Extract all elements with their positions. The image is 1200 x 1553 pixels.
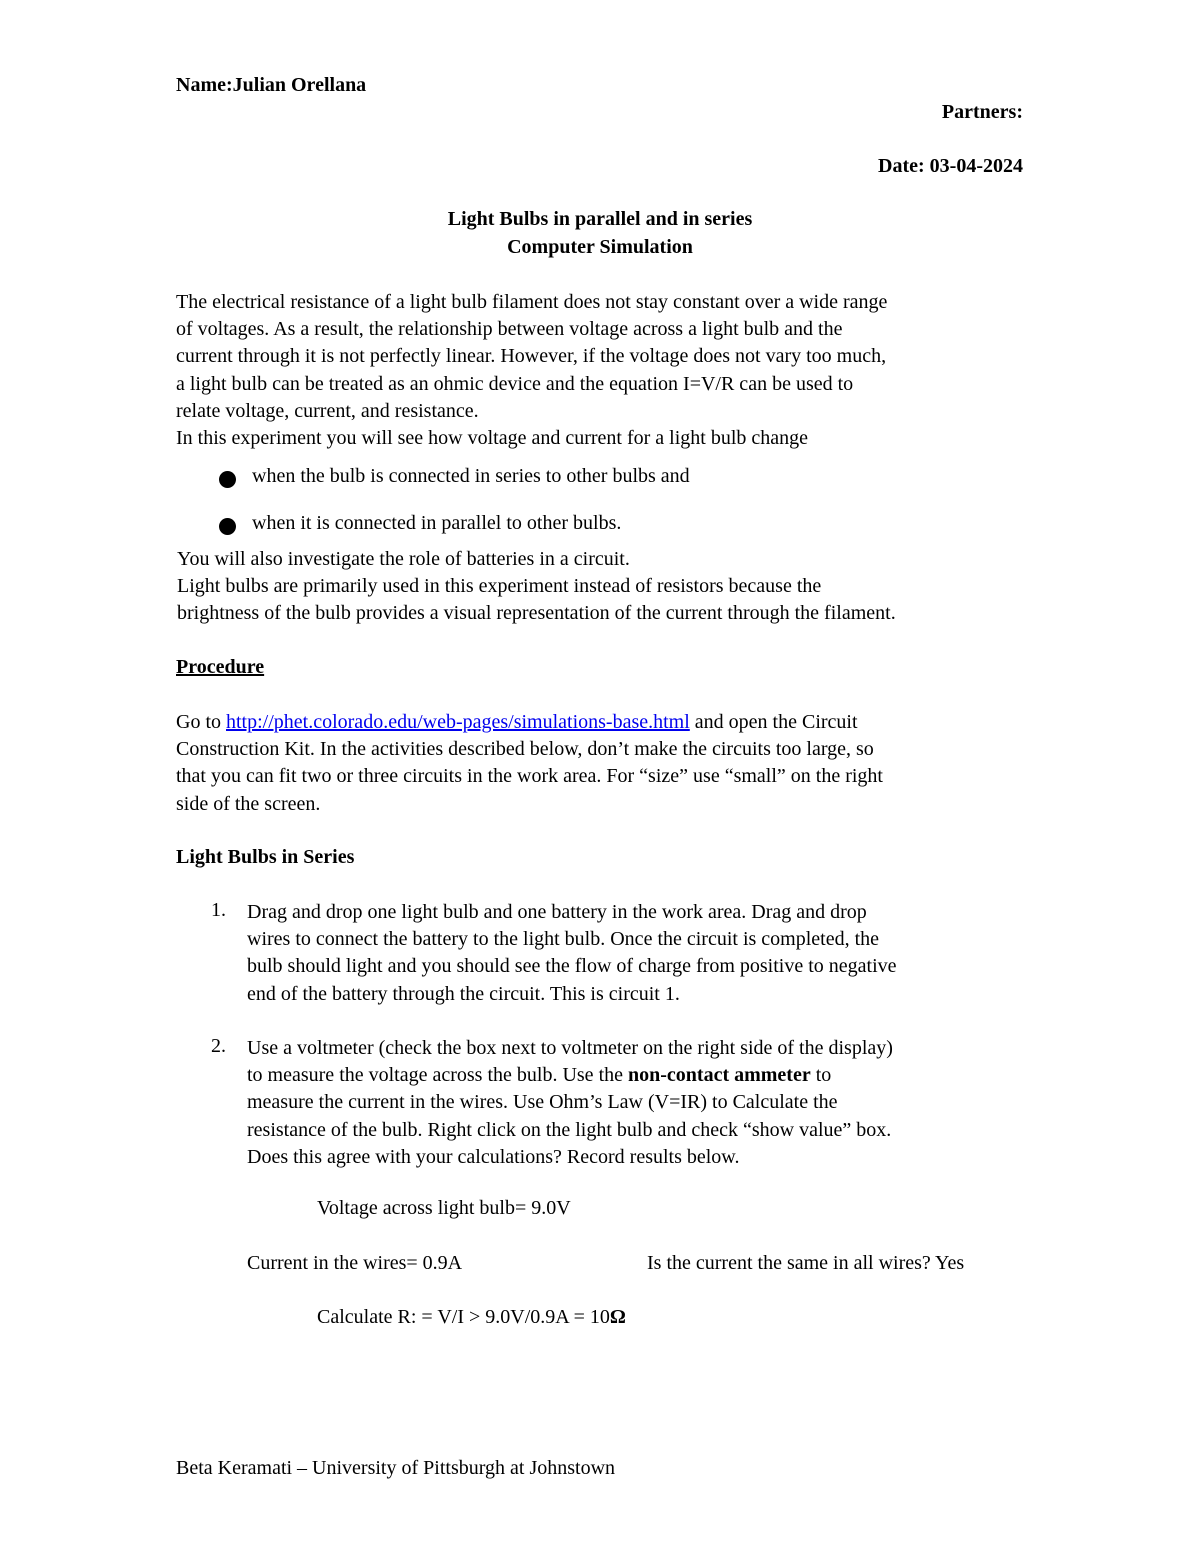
intro-line: relate voltage, current, and resistance. bbox=[176, 399, 479, 422]
procedure-line: Construction Kit. In the activities described below, don’t make the circuits too large, so bbox=[176, 738, 874, 761]
after-link-text: and open the Circuit bbox=[689, 711, 858, 733]
intro-line: of voltages. As a result, the relationship between voltage across a light bulb and the bbox=[176, 318, 843, 341]
phet-link[interactable]: http://phet.colorado.edu/web-pages/simulations-base.html bbox=[226, 711, 690, 733]
list-line: Use a voltmeter (check the box next to voltmeter on the right side of the display) bbox=[247, 1037, 893, 1059]
list-item-2 bbox=[247, 1035, 1047, 1171]
list-line: wires to connect the battery to the light bulb. Once the circuit is completed, the bbox=[247, 928, 880, 951]
bullet-item: when the bulb is connected in series to other bulbs and bbox=[252, 465, 690, 487]
list-line: Does this agree with your calculations? Record results below. bbox=[247, 1145, 740, 1168]
calc-text: Calculate R: = V/I > 9.0V/0.9A = 10 bbox=[317, 1306, 610, 1328]
intro-line: The electrical resistance of a light bulb filament does not stay constant over a wide range bbox=[176, 291, 888, 313]
series-heading: Light Bulbs in Series bbox=[176, 846, 355, 868]
document-title: Light Bulbs in parallel and in series bbox=[447, 208, 753, 230]
intro-paragraph bbox=[176, 289, 1036, 452]
bullet-item: when it is connected in parallel to other bulbs. bbox=[252, 512, 622, 534]
paragraph-line: You will also investigate the role of batteries in a circuit. bbox=[177, 548, 630, 570]
paragraph-line: Light bulbs are primarily used in this experiment instead of resistors because the bbox=[177, 575, 822, 598]
procedure-line: side of the screen. bbox=[176, 792, 321, 815]
list-line: Drag and drop one light bulb and one battery in the work area. Drag and drop bbox=[247, 901, 867, 923]
paragraph-line: brightness of the bulb provides a visual representation of the current through the filament. bbox=[177, 602, 896, 625]
intro-line: In this experiment you will see how voltage and current for a light bulb change bbox=[176, 427, 809, 450]
list-number: 1. bbox=[211, 899, 226, 921]
list-number: 2. bbox=[211, 1035, 226, 1057]
ammeter-emphasis: non-contact ammeter bbox=[628, 1064, 811, 1087]
resistance-calculation bbox=[317, 1306, 626, 1329]
list-line: resistance of the bulb. Right click on the light bulb and check “show value” box. bbox=[247, 1118, 892, 1141]
list-line bbox=[247, 1062, 1047, 1089]
procedure-line: that you can fit two or three circuits in the work area. For “size” use “small” on the right bbox=[176, 765, 883, 788]
same-current-answer: Is the current the same in all wires? Yes bbox=[647, 1252, 965, 1274]
procedure-heading: Procedure bbox=[176, 656, 265, 678]
list-text: to measure the voltage across the bulb. Use the bbox=[247, 1064, 628, 1087]
current-result: Current in the wires= 0.9A bbox=[247, 1252, 463, 1274]
investigate-paragraph bbox=[177, 546, 1037, 628]
list-text: to bbox=[810, 1064, 832, 1087]
ohm-symbol: Ω bbox=[609, 1306, 626, 1328]
document-subtitle: Computer Simulation bbox=[507, 236, 693, 258]
date-label: Date: 03-04-2024 bbox=[878, 155, 1023, 177]
procedure-paragraph bbox=[176, 709, 1036, 818]
partners-label: Partners: bbox=[941, 101, 1023, 123]
intro-line: a light bulb can be treated as an ohmic device and the equation I=V/R can be used to bbox=[176, 372, 854, 395]
list-item-1 bbox=[247, 899, 1047, 1008]
list-line: measure the current in the wires. Use Ohm’s Law (V=IR) to Calculate the bbox=[247, 1091, 838, 1114]
student-name: Name:Julian Orellana bbox=[176, 74, 367, 96]
bullet-icon bbox=[219, 471, 236, 488]
go-to-text: Go to bbox=[176, 711, 226, 733]
list-line: end of the battery through the circuit. This is circuit 1. bbox=[247, 982, 680, 1005]
list-line: bulb should light and you should see the flow of charge from positive to negative bbox=[247, 955, 897, 978]
procedure-first-line bbox=[176, 709, 1036, 736]
intro-line: current through it is not perfectly linear. However, if the voltage does not vary too much, bbox=[176, 345, 887, 368]
voltage-result: Voltage across light bulb= 9.0V bbox=[317, 1197, 571, 1219]
footer-author: Beta Keramati – University of Pittsburgh at Johnstown bbox=[176, 1457, 616, 1479]
bullet-icon bbox=[219, 518, 236, 535]
